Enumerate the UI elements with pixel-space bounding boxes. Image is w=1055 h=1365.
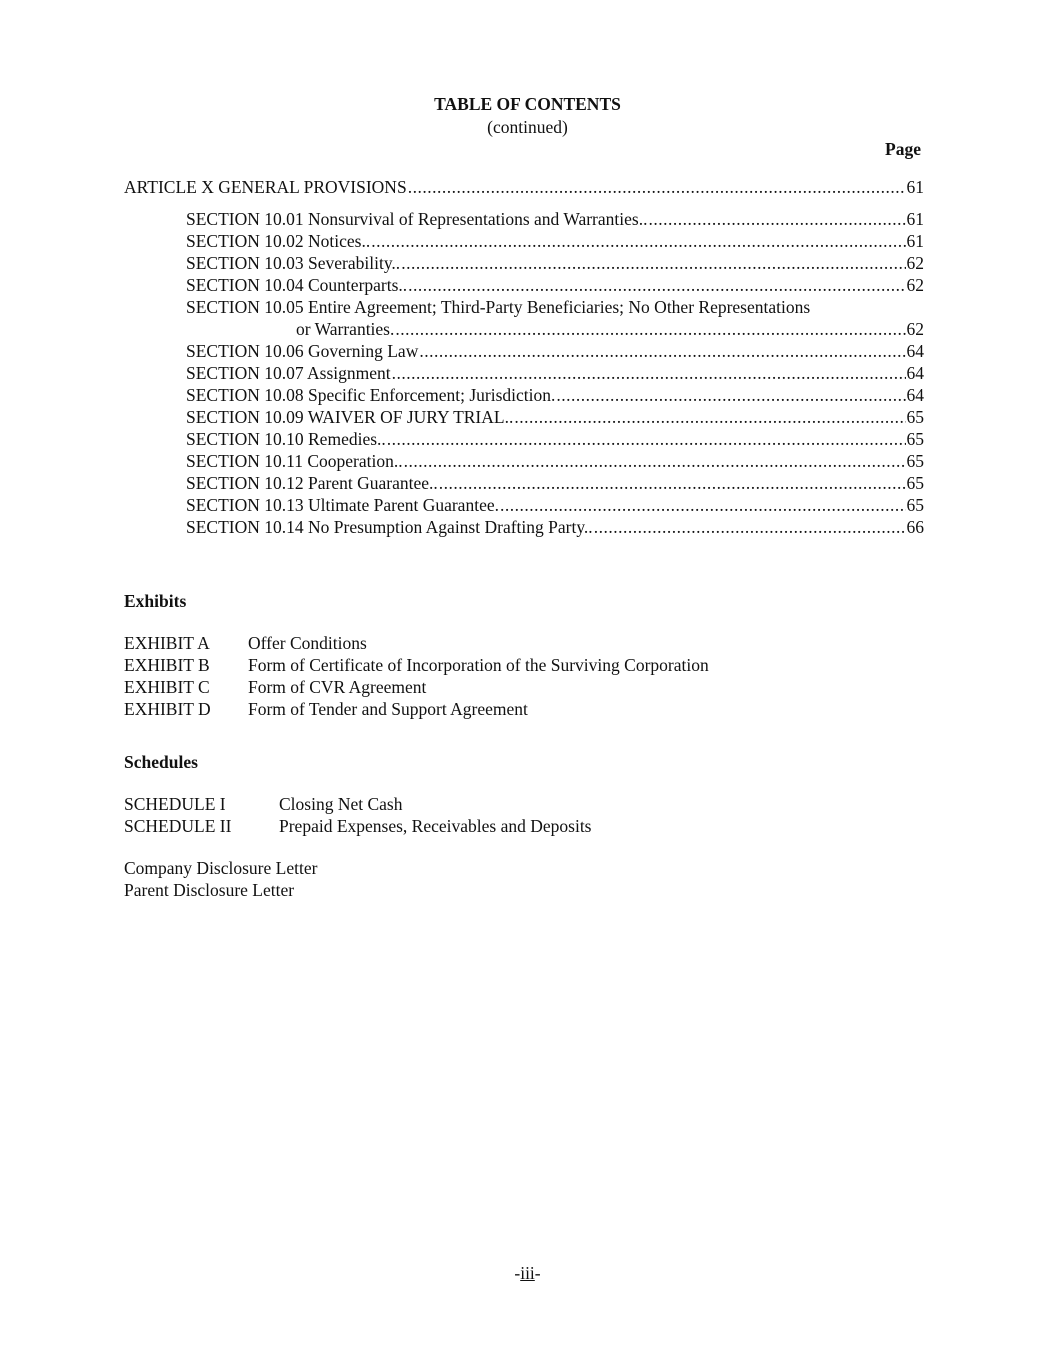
toc-section-label: SECTION 10.01 Nonsurvival of Representations and Warranties.. xyxy=(186,209,648,229)
schedule-description: Prepaid Expenses, Receivables and Deposits xyxy=(279,816,592,836)
toc-page-number: 65 xyxy=(906,429,924,449)
schedule-id: SCHEDULE I xyxy=(124,794,226,814)
dot-leader xyxy=(439,472,906,494)
toc-section-continuation: or Warranties. xyxy=(296,319,395,339)
toc-section-row[interactable] xyxy=(186,252,924,274)
exhibit-description: Form of CVR Agreement xyxy=(248,677,427,697)
toc-section-label: SECTION 10.13 Ultimate Parent Guarantee. xyxy=(186,495,499,515)
schedule-description: Closing Net Cash xyxy=(279,794,403,814)
toc-page-number: 62 xyxy=(906,275,924,295)
exhibit-id: EXHIBIT D xyxy=(124,699,211,719)
toc-section-label: SECTION 10.02 Notices.. xyxy=(186,231,371,251)
exhibit-description: Offer Conditions xyxy=(248,633,367,653)
toc-section-label: SECTION 10.07 Assignment xyxy=(186,363,391,383)
disclosure-letter: Company Disclosure Letter xyxy=(124,858,318,878)
dot-leader xyxy=(371,230,905,252)
dot-leader xyxy=(648,208,905,230)
exhibit-id: EXHIBIT C xyxy=(124,677,210,697)
toc-section-row[interactable] xyxy=(186,274,924,296)
toc-section-row[interactable] xyxy=(186,340,924,362)
dot-leader xyxy=(556,384,905,406)
toc-page-number: 62 xyxy=(906,319,924,339)
toc-subtitle: (continued) xyxy=(487,117,568,137)
toc-section-row[interactable] xyxy=(186,208,924,230)
toc-section-row[interactable] xyxy=(186,516,924,538)
toc-page-number: 64 xyxy=(906,363,924,383)
toc-page-number: 62 xyxy=(906,253,924,273)
dot-leader xyxy=(408,176,906,198)
toc-page-number: 66 xyxy=(906,517,924,537)
footer-dash: - xyxy=(514,1263,521,1283)
toc-section-label: SECTION 10.04 Counterparts.. xyxy=(186,275,408,295)
toc-page-number: 65 xyxy=(906,495,924,515)
page-column-label: Page xyxy=(885,139,921,159)
toc-section-row[interactable] xyxy=(186,494,924,516)
toc-section-row[interactable] xyxy=(186,230,924,252)
dot-leader xyxy=(401,252,905,274)
toc-page-number: 61 xyxy=(906,209,924,229)
toc-section-label: SECTION 10.12 Parent Guarantee.. xyxy=(186,473,438,493)
toc-section-label: SECTION 10.10 Remedies.. xyxy=(186,429,386,449)
exhibit-description: Form of Tender and Support Agreement xyxy=(248,699,528,719)
dot-leader xyxy=(594,516,906,538)
toc-section-row[interactable] xyxy=(186,384,924,406)
dot-leader xyxy=(419,340,905,362)
toc-page-number: 65 xyxy=(906,451,924,471)
toc-section-label: SECTION 10.14 No Presumption Against Drafting Party.. xyxy=(186,517,593,537)
disclosure-letter: Parent Disclosure Letter xyxy=(124,880,295,900)
toc-page-number: 65 xyxy=(906,473,924,493)
toc-page-number: 61 xyxy=(906,231,924,251)
exhibit-id: EXHIBIT B xyxy=(124,655,210,675)
toc-section-row[interactable] xyxy=(186,472,924,494)
toc-section-label: SECTION 10.06 Governing Law xyxy=(186,341,419,361)
toc-article-row[interactable] xyxy=(124,176,924,198)
dot-leader xyxy=(395,318,905,340)
exhibit-id: EXHIBIT A xyxy=(124,633,210,653)
dot-leader xyxy=(404,450,906,472)
exhibits-heading: Exhibits xyxy=(124,591,187,611)
toc-page-number: 65 xyxy=(906,407,924,427)
toc-article-label: ARTICLE X GENERAL PROVISIONS xyxy=(124,177,407,197)
schedule-id: SCHEDULE II xyxy=(124,816,232,836)
schedules-heading: Schedules xyxy=(124,752,198,772)
toc-section-row[interactable] xyxy=(296,318,924,340)
toc-section-row[interactable] xyxy=(186,406,924,428)
toc-page-number: 61 xyxy=(906,177,924,197)
toc-section-label: SECTION 10.03 Severability.. xyxy=(186,253,401,273)
toc-section-row[interactable] xyxy=(186,428,924,450)
toc-section-label[interactable]: SECTION 10.05 Entire Agreement; Third-Party Beneficiaries; No Other Representations xyxy=(186,297,811,317)
dot-leader xyxy=(392,362,906,384)
page-footer xyxy=(0,1262,1055,1284)
toc-page-number: 64 xyxy=(906,341,924,361)
toc-section-row[interactable] xyxy=(186,362,924,384)
toc-page-number: 64 xyxy=(906,385,924,405)
toc-section-row[interactable] xyxy=(186,450,924,472)
toc-title: TABLE OF CONTENTS xyxy=(434,94,621,114)
dot-leader xyxy=(387,428,906,450)
dot-leader xyxy=(514,406,905,428)
dot-leader xyxy=(408,274,905,296)
toc-section-label: SECTION 10.09 WAIVER OF JURY TRIAL.. xyxy=(186,407,514,427)
page-number: iii xyxy=(520,1263,535,1283)
toc-section-label: SECTION 10.08 Specific Enforcement; Jurisdiction. xyxy=(186,385,556,405)
dot-leader xyxy=(500,494,906,516)
footer-dash: - xyxy=(534,1263,541,1283)
toc-section-label: SECTION 10.11 Cooperation.. xyxy=(186,451,403,471)
exhibit-description: Form of Certificate of Incorporation of the Surviving Corporation xyxy=(248,655,709,675)
